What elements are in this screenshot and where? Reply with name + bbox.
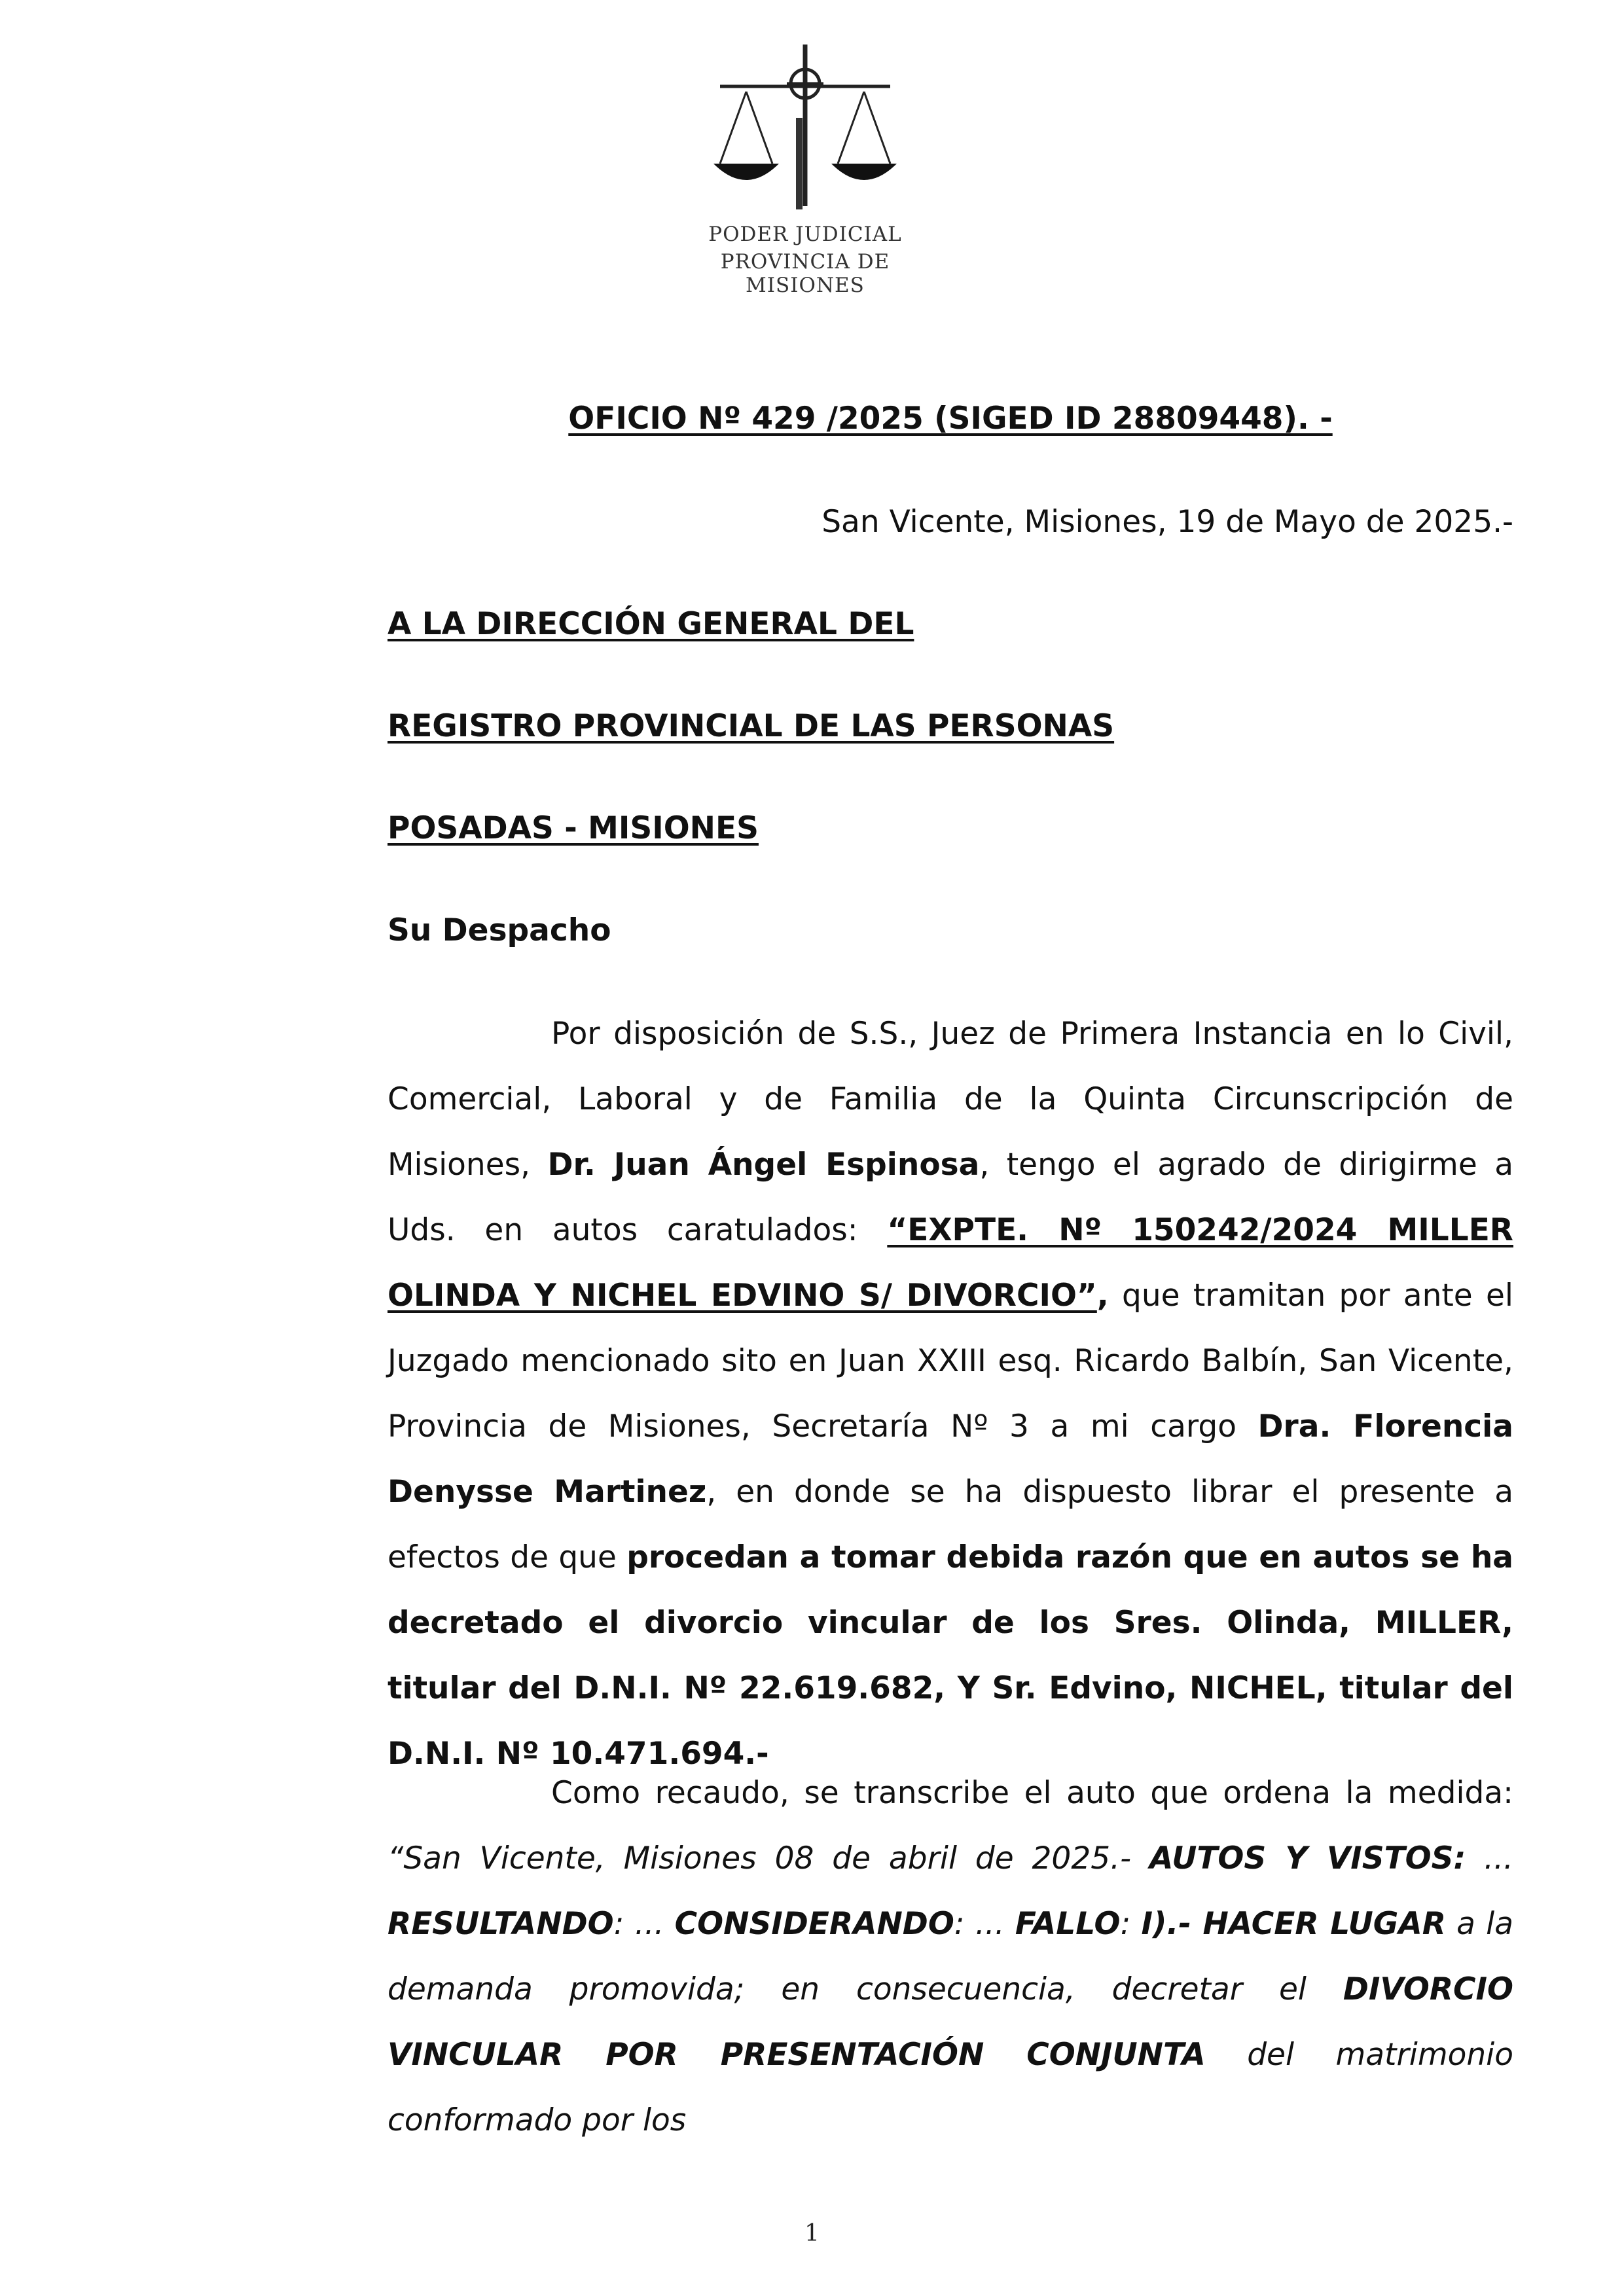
judge-name: Dr. Juan Ángel Espinosa (547, 1147, 980, 1183)
addressee-line-3: POSADAS - MISIONES (388, 810, 759, 846)
seal-label-poder-judicial: PODER JUDICIAL (708, 223, 902, 246)
secretary-name: Dra. Florencia Denysse Martinez (388, 1408, 1513, 1510)
seal-label-provincia: PROVINCIA DE MISIONES (720, 250, 890, 297)
addressee-line-2: REGISTRO PROVINCIAL DE LAS PERSONAS (388, 708, 1115, 744)
body-paragraph-1: Por disposición de S.S., Juez de Primera Instancia en lo Civil, Comercial, Laboral y de Familia de la Quinta Circunscripción de Misiones, Dr. Juan Ángel Espinosa, tengo el agrado de dirigirme a Uds. en autos caratulados: “EXPTE. Nº 150242/2024 MILLER OLINDA Y NICHEL EDVINO S/ DIVORCIO”, que tramitan por ante el Juzgado mencionado sito en Juan XXIII esq. Ricardo Balbín, San Vicente, Provincia de Misiones, Secretaría Nº 3 a mi cargo Dra. Florencia Denysse Martinez, en donde se ha dispuesto librar el presente a efectos de que procedan a tomar debida razón que en autos se ha decretado el divorcio vincular de los Sres. Olinda, MILLER, titular del D.N.I. Nº 22.619.682, Y Sr. Edvino, NICHEL, titular del D.N.I. Nº 10.471.694.- (388, 1016, 1513, 1772)
quoted-ruling: “San Vicente, Misiones 08 de abril de 2025.- AUTOS Y VISTOS: ... RESULTANDO: ... CONSIDERANDO: ... FALLO: I).- HACER LUGAR a la demanda promovida; en consecuencia, decretar el DIVORCIO VINCULAR POR PRESENTACIÓN CONJUNTA del matrimonio conformado por los (388, 1840, 1513, 2138)
salutation: Su Despacho (388, 912, 611, 948)
document-title: OFICIO Nº 429 /2025 (SIGED ID 28809448). - (568, 401, 1333, 437)
body-paragraph-2: Como recaudo, se transcribe el auto que ordena la medida: “San Vicente, Misiones 08 de abril de 2025.- AUTOS Y VISTOS: ... RESULTANDO: ... CONSIDERANDO: ... FALLO: I).- HACER LUGAR a la demanda promovida; en consecuencia, decretar el DIVORCIO VINCULAR POR PRESENTACIÓN CONJUNTA del matrimonio conformado por los (388, 1775, 1513, 2138)
case-caption: “EXPTE. Nº 150242/2024 MILLER OLINDA Y NICHEL EDVINO S/ DIVORCIO” (388, 1212, 1513, 1314)
dateline: San Vicente, Misiones, 19 de Mayo de 2025.- (821, 504, 1513, 540)
page-number: 1 (804, 2220, 820, 2247)
scales-of-justice-icon (707, 39, 903, 216)
judicial-seal (668, 39, 943, 297)
request-statement: procedan a tomar debida razón que en autos se ha decretado el divorcio vincular de los Sres. Olinda, MILLER, titular del D.N.I. Nº 22.619.682, Y Sr. Edvino, NICHEL, titular del D.N.I. Nº 10.471.694.- (388, 1539, 1513, 1772)
addressee-line-1: A LA DIRECCIÓN GENERAL DEL (388, 606, 914, 642)
